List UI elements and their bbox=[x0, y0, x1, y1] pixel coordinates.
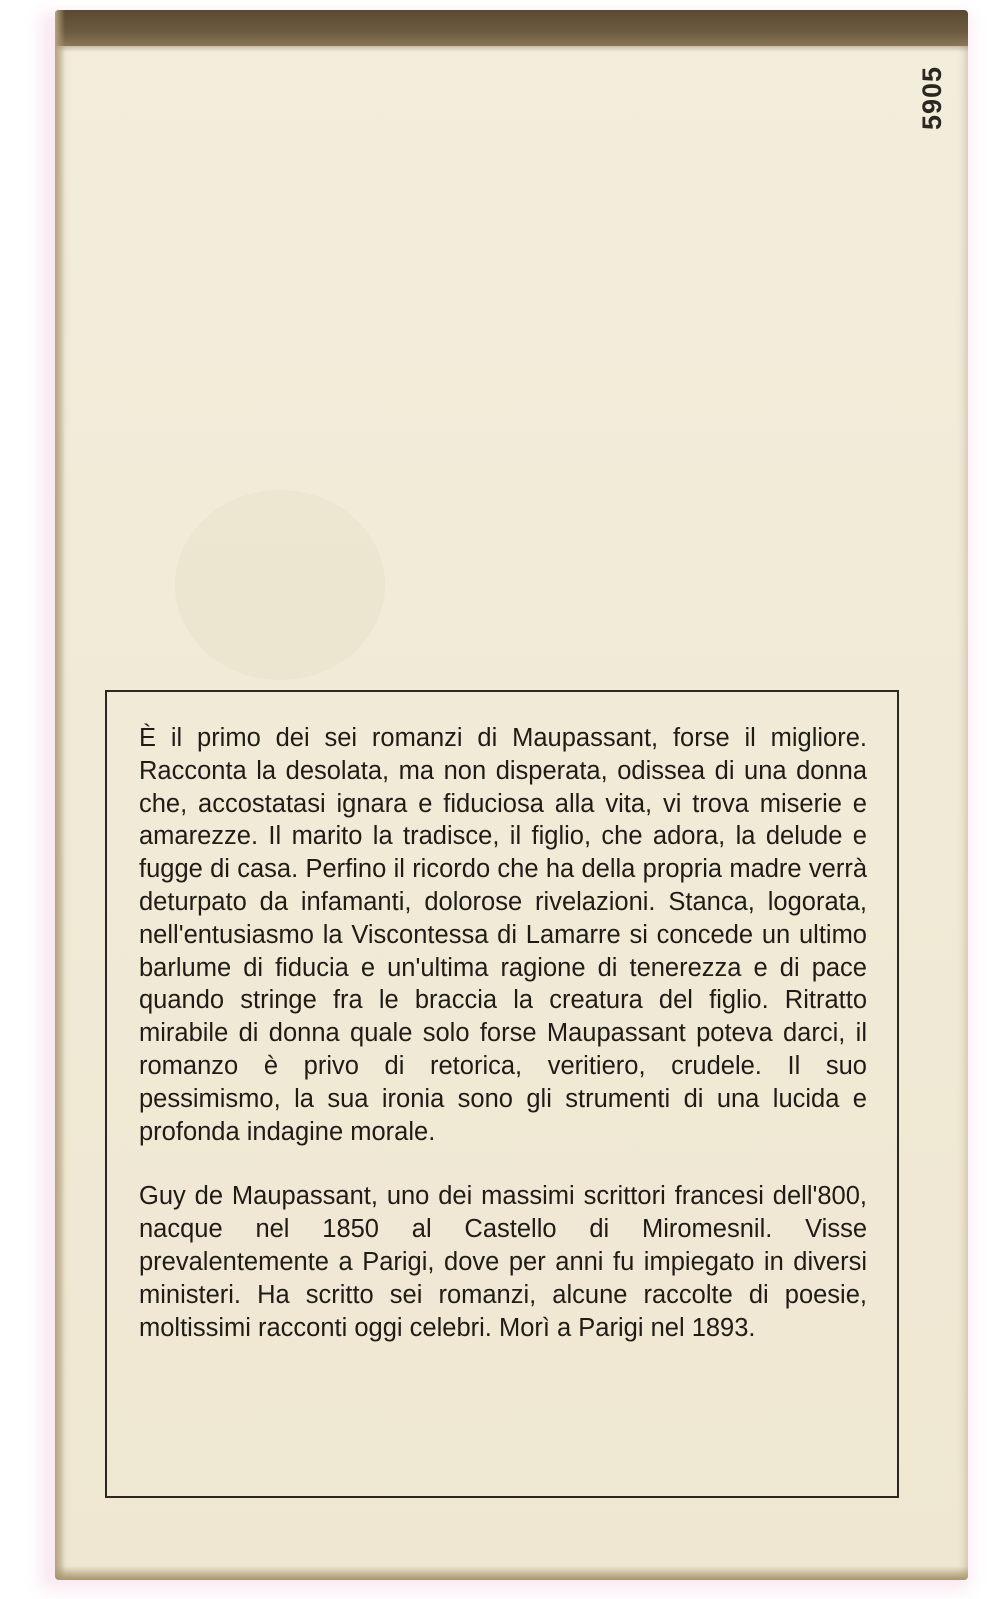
back-cover bbox=[55, 10, 968, 1580]
left-spine-edge bbox=[55, 10, 65, 1580]
bottom-page-edge bbox=[55, 1566, 968, 1580]
blurb-box bbox=[105, 690, 899, 1498]
blurb-summary-paragraph: È il primo dei sei romanzi di Maupassant, forse il migliore. Racconta la desolata, ma non disperata, odissea di una donna che, accostatasi ignara e fiduciosa alla vita, vi trova miserie e amarezze. Il marito la tradisce, il figlio, che adora, la delude e fugge di casa. Perfino il ricordo che ha della propria madre verrà deturpato da infamanti, dolorose rivelazioni. Stanca, logorata, nell'entusiasmo la Viscontessa di Lamarre si concede un ultimo barlume di fiducia e un'ultima ragione di tenerezza e di pace quando stringe fra le braccia la creatura del figlio. Ritratto mirabile di donna quale solo forse Maupassant poteva darci, il romanzo è privo di retorica, veritiero, crudele. Il suo pessimismo, la sua ironia sono gli strumenti di una lucida e profonda indagine morale. bbox=[139, 724, 867, 1146]
top-edge-shading bbox=[55, 46, 968, 52]
top-page-edge bbox=[55, 10, 968, 46]
author-bio-paragraph: Guy de Maupassant, uno dei massimi scrittori francesi dell'800, nacque nel 1850 al Castello di Miromesnil. Visse prevalentemente a Parigi, dove per anni fu impiegato in diversi ministeri. Ha scritto sei romanzi, alcune raccolte di poesie, moltissimi racconti oggi celebri. Morì a Parigi nel 1893. bbox=[139, 1182, 867, 1342]
show-through-emblem bbox=[175, 490, 385, 680]
catalog-number: 5905 bbox=[917, 65, 947, 130]
